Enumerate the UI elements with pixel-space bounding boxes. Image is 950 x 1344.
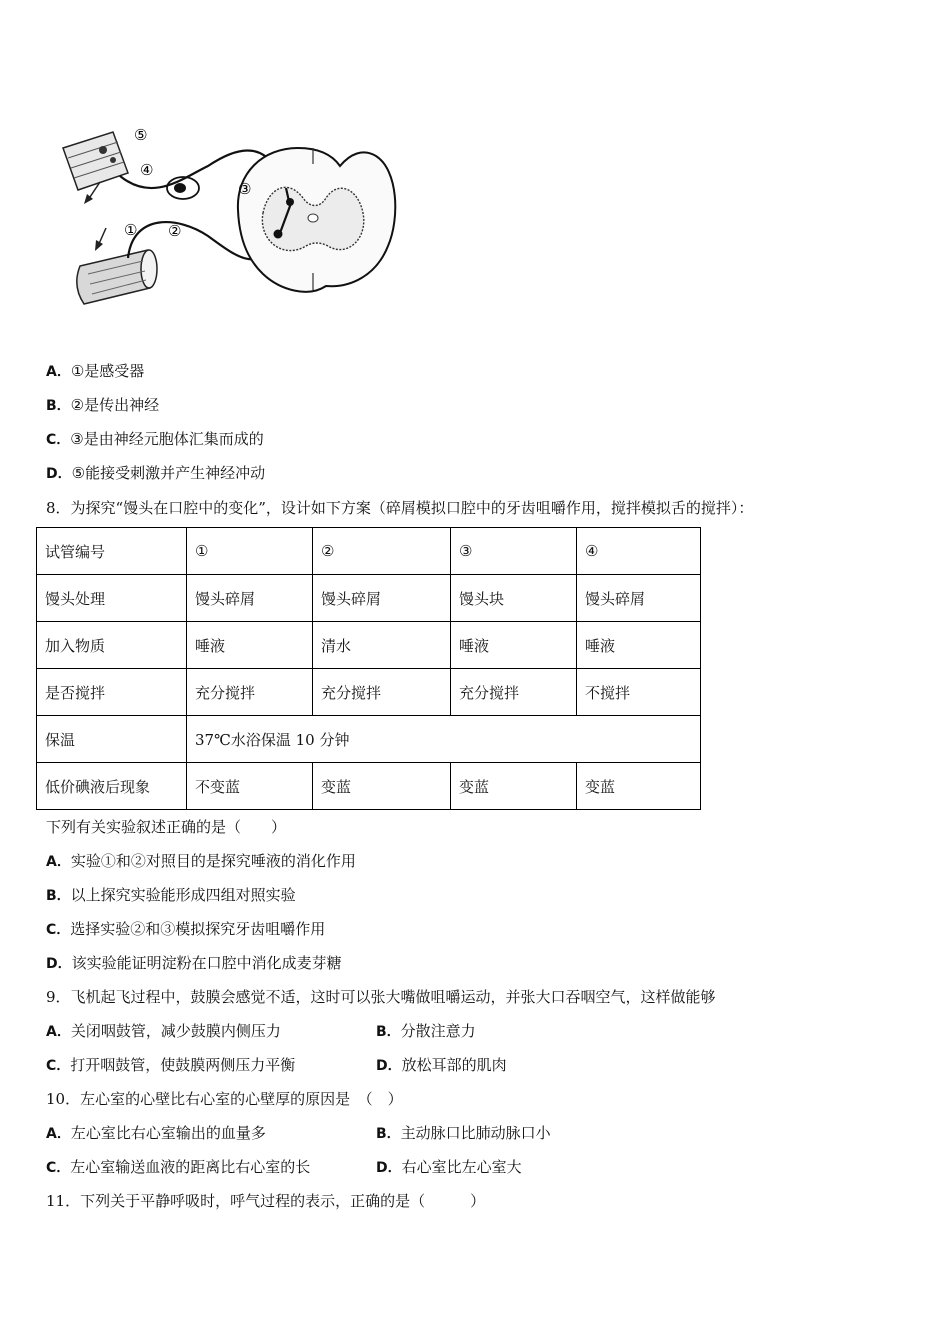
- option-text: 放松耳部的肌肉: [401, 1056, 507, 1074]
- table-row: [37, 528, 701, 575]
- option-text: 以上探究实验能形成四组对照实验: [70, 886, 296, 904]
- table-cell: 是否搅拌: [37, 669, 187, 716]
- q8-stem: 8．为探究“馒头在口腔中的变化”，设计如下方案（碎屑模拟口腔中的牙齿咀嚼作用，搅拌模拟舌的搅拌）：: [46, 499, 754, 517]
- muscle-effector: [77, 250, 157, 304]
- q8-experiment-table: [36, 527, 701, 810]
- option-text: 该实验能证明淀粉在口腔中消化成麦芽糖: [71, 954, 342, 972]
- q9-option-c: [46, 1055, 295, 1076]
- option-text: 左心室比右心室输出的血量多: [70, 1124, 266, 1142]
- option-label: C．: [46, 922, 71, 938]
- option-label: A．: [46, 1024, 71, 1040]
- option-text: 右心室比左心室大: [401, 1158, 522, 1176]
- option-text: ③是由神经元胞体汇集而成的: [70, 430, 264, 448]
- svg-text:④: ④: [140, 161, 154, 179]
- option-label: B．: [376, 1126, 401, 1142]
- table-cell: ①: [187, 528, 313, 575]
- skin-receptor-block: [63, 132, 128, 190]
- q8-option-b: [46, 885, 296, 906]
- table-cell: 变蓝: [313, 763, 451, 810]
- option-text: 实验①和②对照目的是探究唾液的消化作用: [70, 852, 356, 870]
- table-cell: ②: [313, 528, 451, 575]
- q10-stem: 10．左心室的心壁比右心室的心壁厚的原因是 （ ）: [46, 1090, 403, 1108]
- spinal-cord: [238, 148, 395, 292]
- figure-label-1: [124, 221, 137, 239]
- q7-option-b: [46, 395, 159, 416]
- table-cell: 馒头块: [451, 575, 577, 622]
- q8-option-d: [46, 953, 342, 974]
- reflex-arc-diagram: [58, 118, 403, 313]
- table-cell: 保温: [37, 716, 187, 763]
- option-label: A．: [46, 854, 71, 870]
- option-text: 选择实验②和③模拟探究牙齿咀嚼作用: [70, 920, 326, 938]
- table-cell: 清水: [313, 622, 451, 669]
- table-cell: 不搅拌: [577, 669, 701, 716]
- table-cell: 唾液: [577, 622, 701, 669]
- q11-stem: 11．下列关于平静呼吸时，呼气过程的表示，正确的是（ ）: [46, 1192, 486, 1210]
- figure-label-3: [238, 180, 251, 198]
- option-text: ⑤能接受刺激并产生神经冲动: [71, 464, 266, 482]
- q8-question: 下列有关实验叙述正确的是（ ）: [46, 818, 287, 836]
- option-text: 分散注意力: [400, 1022, 476, 1040]
- table-cell: 馒头碎屑: [313, 575, 451, 622]
- reflex-arc-figure: [58, 118, 403, 313]
- option-text: 打开咽鼓管，使鼓膜两侧压力平衡: [70, 1056, 296, 1074]
- table-cell: 变蓝: [577, 763, 701, 810]
- figure-label-5: [134, 126, 147, 144]
- svg-text:③: ③: [238, 180, 252, 198]
- option-text: ②是传出神经: [70, 396, 160, 414]
- table-cell: ④: [577, 528, 701, 575]
- q10-option-c: [46, 1157, 310, 1178]
- option-label: D．: [46, 956, 72, 972]
- table-cell: 充分搅拌: [187, 669, 313, 716]
- table-cell: 加入物质: [37, 622, 187, 669]
- q10-option-d: [376, 1157, 522, 1178]
- table-cell: 唾液: [187, 622, 313, 669]
- table-row: [37, 575, 701, 622]
- q8-option-c: [46, 919, 325, 940]
- option-label: A．: [46, 1126, 71, 1142]
- svg-text:①: ①: [124, 221, 138, 239]
- table-row: [37, 622, 701, 669]
- q9-option-b: [376, 1021, 476, 1042]
- svg-text:⑤: ⑤: [134, 126, 148, 144]
- figure-label-4: [140, 161, 153, 179]
- q10-option-a: [46, 1123, 266, 1144]
- svg-text:②: ②: [168, 222, 182, 240]
- q9-option-a: [46, 1021, 281, 1042]
- table-cell: ③: [451, 528, 577, 575]
- q7-option-a: [46, 361, 144, 382]
- q8-option-a: [46, 851, 356, 872]
- q9-stem: 9．飞机起飞过程中，鼓膜会感觉不适，这时可以张大嘴做咀嚼运动，并张大口吞咽空气，这样做能够: [46, 988, 716, 1006]
- figure-label-2: [168, 222, 181, 240]
- option-label: B．: [46, 398, 71, 414]
- table-cell: 低价碘液后现象: [37, 763, 187, 810]
- option-label: D．: [46, 466, 72, 482]
- table-cell: 馒头处理: [37, 575, 187, 622]
- option-label: B．: [376, 1024, 401, 1040]
- option-text: 主动脉口比肺动脉口小: [400, 1124, 551, 1142]
- option-label: B．: [46, 888, 71, 904]
- option-text: 左心室输送血液的距离比右心室的长: [70, 1158, 311, 1176]
- q7-option-c: [46, 429, 264, 450]
- table-cell-merged: 37℃水浴保温 10 分钟: [187, 716, 701, 763]
- q10-option-b: [376, 1123, 551, 1144]
- table-cell: 不变蓝: [187, 763, 313, 810]
- table-row: [37, 763, 701, 810]
- option-label: D．: [376, 1160, 402, 1176]
- table-row: [37, 669, 701, 716]
- table-cell: 馒头碎屑: [577, 575, 701, 622]
- table-cell: 试管编号: [37, 528, 187, 575]
- table-cell: 充分搅拌: [451, 669, 577, 716]
- option-label: C．: [46, 1160, 71, 1176]
- table-cell: 充分搅拌: [313, 669, 451, 716]
- table-row: [37, 716, 701, 763]
- table-cell: 唾液: [451, 622, 577, 669]
- option-label: D．: [376, 1058, 402, 1074]
- option-text: ①是感受器: [70, 362, 145, 380]
- option-text: 关闭咽鼓管，减少鼓膜内侧压力: [70, 1022, 281, 1040]
- q9-option-d: [376, 1055, 507, 1076]
- table-cell: 变蓝: [451, 763, 577, 810]
- option-label: C．: [46, 1058, 71, 1074]
- q7-option-d: [46, 463, 265, 484]
- option-label: C．: [46, 432, 71, 448]
- table-cell: 馒头碎屑: [187, 575, 313, 622]
- option-label: A．: [46, 364, 71, 380]
